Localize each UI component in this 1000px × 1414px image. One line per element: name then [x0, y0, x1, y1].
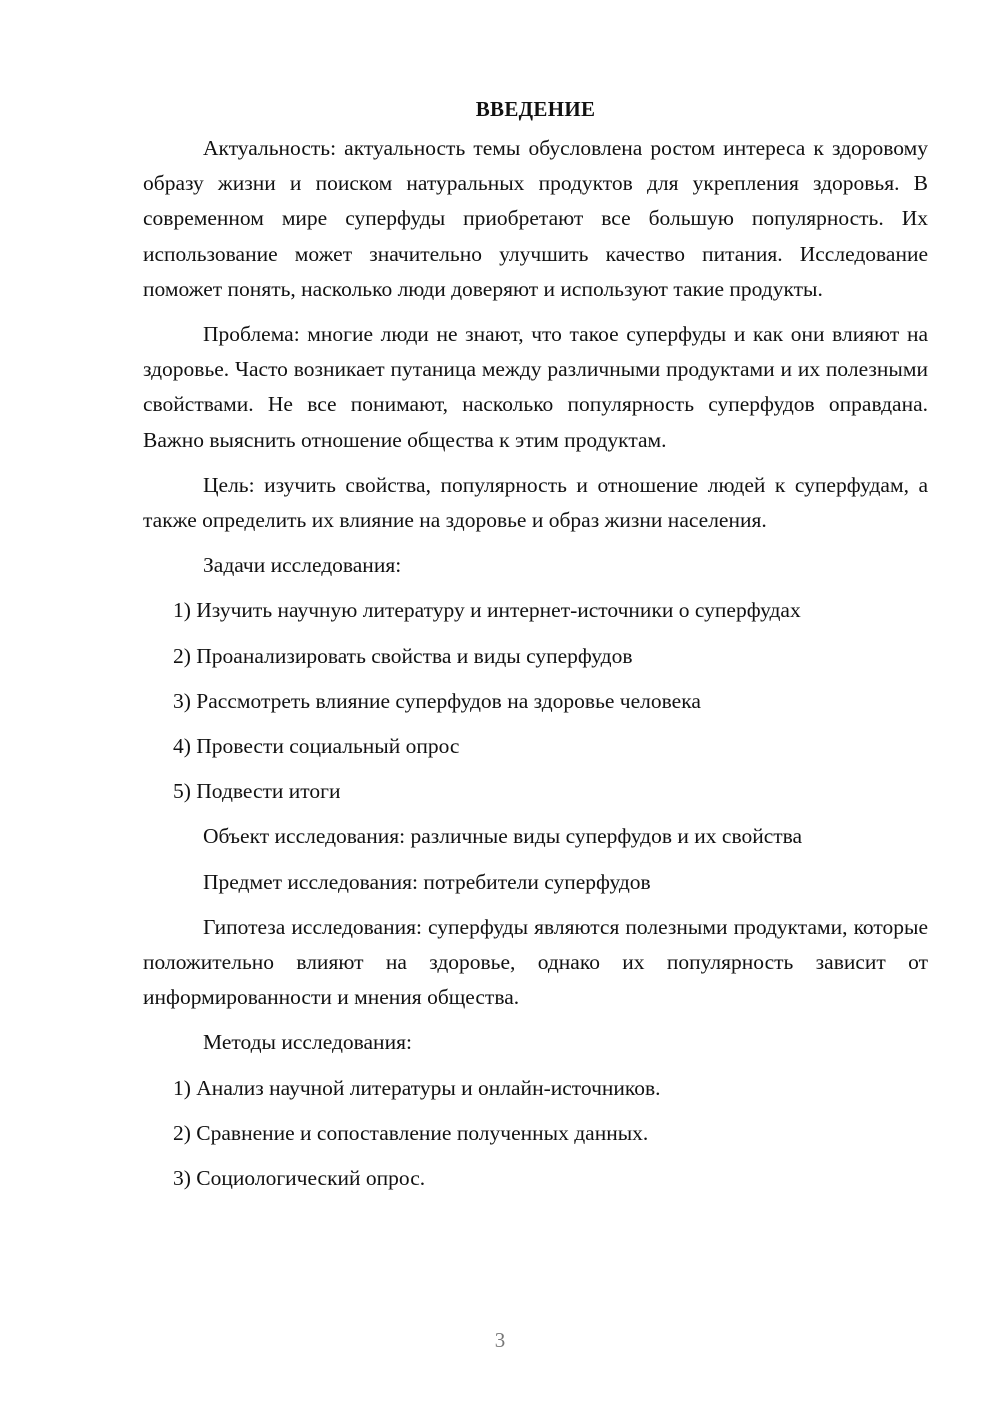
goal-paragraph: Цель: изучить свойства, популярность и отношение людей к суперфудам, а также определить их влияние на здоровье и образ жизни населения.: [143, 472, 928, 533]
page-number: 3: [494, 1328, 506, 1352]
task-item: 2) Проанализировать свойства и виды суперфудов: [173, 643, 633, 668]
research-subject: Предмет исследования: потребители суперфудов: [203, 869, 651, 894]
method-item: 2) Сравнение и сопоставление полученных данных.: [173, 1120, 649, 1145]
page-title: ВВЕДЕНИЕ: [475, 97, 596, 121]
task-item: 3) Рассмотреть влияние суперфудов на здоровье человека: [173, 688, 701, 713]
relevance-paragraph: Актуальность: актуальность темы обусловлена ростом интереса к здоровому образу жизни и поиском натуральных продуктов для укрепления здоровья. В современном мире суперфуды приобретают все большую популярность. Их использование может значительно улучшить качество питания. Исследование поможет понять, насколько люди доверяют и используют такие продукты.: [143, 136, 928, 301]
problem-paragraph: Проблема: многие люди не знают, что такое суперфуды и как они влияют на здоровье. Часто возникает путаница между различными продуктами и их полезными свойствами. Не все понимают, насколько популярность суперфудов оправдана. Важно выяснить отношение общества к этим продуктам.: [143, 322, 928, 452]
tasks-heading: Задачи исследования:: [203, 553, 402, 578]
methods-heading: Методы исследования:: [203, 1030, 412, 1055]
method-item: 3) Социологический опрос.: [173, 1166, 426, 1191]
task-item: 5) Подвести итоги: [173, 779, 341, 804]
method-item: 1) Анализ научной литературы и онлайн-источников.: [173, 1075, 661, 1100]
task-item: 1) Изучить научную литературу и интернет-источники о суперфудах: [173, 598, 801, 623]
research-object: Объект исследования: различные виды суперфудов и их свойства: [203, 824, 803, 849]
hypothesis-paragraph: Гипотеза исследования: суперфуды являются полезными продуктами, которые положительно влияют на здоровье, однако их популярность зависит от информированности и мнения общества.: [143, 914, 928, 1010]
task-item: 4) Провести социальный опрос: [173, 734, 460, 759]
page-content: [143, 92, 928, 1206]
